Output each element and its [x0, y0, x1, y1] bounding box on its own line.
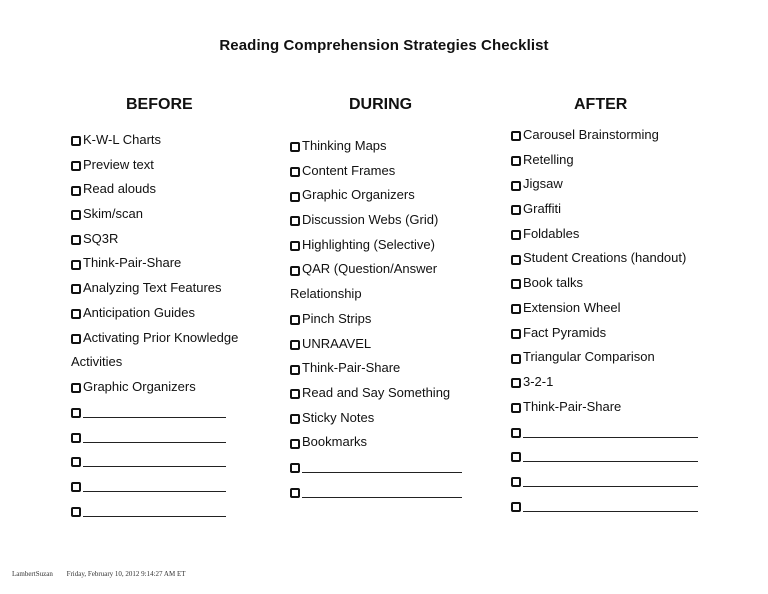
checklist-item[interactable] — [71, 153, 238, 178]
checklist-item-blank[interactable] — [511, 444, 698, 469]
checklist-item[interactable] — [71, 276, 238, 301]
checklist-item-blank[interactable] — [71, 449, 238, 474]
checklist-item[interactable] — [511, 271, 698, 296]
checkbox-icon[interactable] — [511, 156, 521, 166]
blank-write-in-line[interactable] — [302, 461, 462, 473]
checklist-item[interactable] — [511, 222, 698, 247]
blank-write-in-line[interactable] — [302, 486, 462, 498]
checklist-item-label: Extension Wheel — [523, 299, 621, 315]
checkbox-icon[interactable] — [71, 235, 81, 245]
checkbox-icon[interactable] — [71, 309, 81, 319]
after-checklist — [511, 123, 698, 518]
checklist-item-label: Bookmarks — [302, 434, 368, 450]
checkbox-icon[interactable] — [511, 181, 521, 191]
checklist-item-blank[interactable] — [71, 498, 238, 523]
checkbox-icon[interactable] — [71, 136, 81, 146]
checklist-item-label: Read and Say Something — [302, 384, 451, 400]
checklist-item-label: Sticky Notes — [302, 409, 375, 425]
checkbox-icon[interactable] — [511, 378, 521, 388]
checkbox-icon[interactable] — [511, 428, 521, 438]
checkbox-icon[interactable] — [511, 452, 521, 462]
checklist-item-label: Book talks — [523, 275, 583, 291]
checkbox-icon[interactable] — [71, 284, 81, 294]
checklist-item-blank[interactable] — [71, 474, 238, 499]
blank-write-in-line[interactable] — [83, 455, 226, 467]
checklist-item-label: Thinking Maps — [302, 138, 387, 153]
checkbox-icon[interactable] — [511, 230, 521, 240]
checklist-item-label: Student Creations (handout) — [523, 250, 687, 266]
checkbox-icon[interactable] — [71, 408, 81, 418]
checklist-item[interactable] — [290, 381, 462, 406]
checklist-item-label: Read alouds — [83, 181, 156, 197]
checklist-item-label: Analyzing Text Features — [83, 280, 222, 296]
checklist-item[interactable] — [511, 197, 698, 222]
checklist-item[interactable] — [511, 148, 698, 173]
blank-write-in-line[interactable] — [83, 431, 226, 443]
checkbox-icon[interactable] — [71, 383, 81, 393]
checklist-item-blank[interactable] — [511, 469, 698, 494]
checklist-item-label: SQ3R — [83, 230, 119, 246]
checklist-item[interactable] — [511, 172, 698, 197]
checklist-item[interactable] — [290, 430, 462, 455]
blank-write-in-line[interactable] — [83, 406, 226, 418]
checkbox-icon[interactable] — [290, 365, 300, 375]
checklist-item[interactable] — [511, 123, 698, 148]
checklist-item-label: Relationship — [290, 286, 362, 302]
footer-author: LambertSuzan — [12, 570, 53, 578]
checkbox-icon[interactable] — [511, 255, 521, 265]
checklist-item-label: Discussion Webs (Grid) — [302, 212, 439, 228]
checklist-item-label: Retelling — [523, 151, 574, 167]
checklist-item[interactable] — [511, 321, 698, 346]
checklist-item-label: Preview text — [83, 156, 154, 172]
checklist-item[interactable] — [71, 301, 238, 326]
checkbox-icon[interactable] — [290, 389, 300, 399]
checkbox-icon[interactable] — [511, 403, 521, 413]
checklist-item[interactable] — [71, 326, 238, 351]
checklist-item-label: Highlighting (Selective) — [302, 236, 435, 252]
before-header: BEFORE — [126, 96, 193, 113]
checklist-item[interactable] — [290, 356, 462, 381]
checkbox-icon[interactable] — [290, 315, 300, 325]
checklist-item-label: Graffiti — [523, 201, 562, 217]
footer-timestamp: Friday, February 10, 2012 9:14:27 AM ET — [66, 570, 186, 578]
checkbox-icon[interactable] — [71, 260, 81, 270]
checklist-item-label: Triangular Comparison — [523, 349, 655, 365]
checkbox-icon[interactable] — [290, 340, 300, 350]
checklist-item[interactable] — [290, 159, 462, 184]
checkbox-icon[interactable] — [290, 266, 300, 276]
checkbox-icon[interactable] — [290, 192, 300, 202]
checklist-item[interactable] — [511, 345, 698, 370]
checklist-item-label: Graphic Organizers — [83, 378, 196, 394]
checklist-item[interactable] — [290, 208, 462, 233]
checklist-item-label: Anticipation Guides — [83, 304, 196, 320]
checklist-item-blank[interactable] — [511, 493, 698, 518]
checklist-item-label: Activities — [71, 354, 123, 370]
checkbox-icon[interactable] — [71, 210, 81, 220]
checklist-item[interactable] — [290, 406, 462, 431]
checklist-item-label: Content Frames — [302, 162, 396, 178]
checklist-item[interactable] — [71, 227, 238, 252]
checklist-item-blank[interactable] — [71, 424, 238, 449]
checkbox-icon[interactable] — [290, 463, 300, 473]
checkbox-icon[interactable] — [290, 142, 300, 152]
checklist-item-label: Activating Prior Knowledge — [83, 329, 239, 345]
checkbox-icon[interactable] — [71, 186, 81, 196]
blank-write-in-line[interactable] — [523, 500, 698, 512]
checklist-item[interactable] — [290, 307, 462, 332]
checklist-item[interactable] — [511, 395, 698, 420]
blank-write-in-line[interactable] — [523, 475, 698, 487]
checklist-item-label: Think-Pair-Share — [83, 255, 182, 271]
checkbox-icon[interactable] — [71, 161, 81, 171]
before-checklist — [71, 128, 238, 523]
checkbox-icon[interactable] — [290, 216, 300, 226]
checkbox-icon[interactable] — [290, 241, 300, 251]
checklist-item-label: Think-Pair-Share — [302, 360, 401, 376]
checkbox-icon[interactable] — [71, 334, 81, 344]
checklist-item-label: Jigsaw — [523, 176, 563, 192]
checkbox-icon[interactable] — [290, 167, 300, 177]
document-footer — [12, 570, 186, 578]
blank-write-in-line[interactable] — [83, 480, 226, 492]
checklist-item-label: Fact Pyramids — [523, 324, 607, 340]
checklist-item-label: 3-2-1 — [523, 373, 554, 389]
checklist-item[interactable] — [290, 332, 462, 357]
checkbox-icon[interactable] — [71, 482, 81, 492]
checkbox-icon[interactable] — [511, 131, 521, 141]
blank-write-in-line[interactable] — [523, 426, 698, 438]
checklist-item[interactable] — [71, 177, 238, 202]
checklist-item[interactable] — [290, 257, 462, 282]
checklist-item[interactable] — [511, 246, 698, 271]
checkbox-icon[interactable] — [511, 205, 521, 215]
checkbox-icon[interactable] — [71, 433, 81, 443]
after-header: AFTER — [574, 96, 628, 113]
during-checklist — [290, 134, 462, 504]
checklist-item-label: QAR (Question/Answer — [302, 261, 438, 277]
checkbox-icon[interactable] — [511, 502, 521, 512]
checkbox-icon[interactable] — [511, 304, 521, 314]
checklist-item-blank[interactable] — [290, 480, 462, 505]
checklist-item-label: Skim/scan — [83, 206, 143, 222]
checkbox-icon[interactable] — [290, 488, 300, 498]
checklist-item-continuation — [71, 350, 238, 375]
checklist-item-blank[interactable] — [290, 455, 462, 480]
blank-write-in-line[interactable] — [523, 450, 698, 462]
checkbox-icon[interactable] — [511, 354, 521, 364]
checklist-item-label: Graphic Organizers — [302, 187, 415, 203]
checklist-item-label: K-W-L Charts — [83, 132, 162, 147]
checklist-item[interactable] — [71, 128, 238, 153]
blank-write-in-line[interactable] — [83, 505, 226, 517]
checkbox-icon[interactable] — [290, 439, 300, 449]
checklist-item[interactable] — [290, 134, 462, 159]
page-title: Reading Comprehension Strategies Checklist — [219, 37, 549, 54]
checkbox-icon[interactable] — [511, 279, 521, 289]
checkbox-icon[interactable] — [71, 457, 81, 467]
checkbox-icon[interactable] — [290, 414, 300, 424]
checklist-item[interactable] — [290, 233, 462, 258]
checklist-item-label: Carousel Brainstorming — [523, 127, 659, 142]
checkbox-icon[interactable] — [511, 477, 521, 487]
checklist-item[interactable] — [511, 296, 698, 321]
checklist-item[interactable] — [71, 202, 238, 227]
checklist-item-continuation — [290, 282, 462, 307]
checklist-item-label: UNRAAVEL — [302, 335, 372, 351]
during-header: DURING — [349, 96, 413, 113]
checklist-item[interactable] — [290, 183, 462, 208]
checklist-item-label: Pinch Strips — [302, 310, 372, 326]
checklist-item-label: Foldables — [523, 225, 580, 241]
checkbox-icon[interactable] — [511, 329, 521, 339]
checkbox-icon[interactable] — [71, 507, 81, 517]
checklist-item[interactable] — [71, 251, 238, 276]
checklist-item-blank[interactable] — [511, 419, 698, 444]
checklist-item[interactable] — [71, 375, 238, 400]
checklist-item-label: Think-Pair-Share — [523, 398, 622, 414]
checklist-item[interactable] — [511, 370, 698, 395]
checklist-item-blank[interactable] — [71, 400, 238, 425]
